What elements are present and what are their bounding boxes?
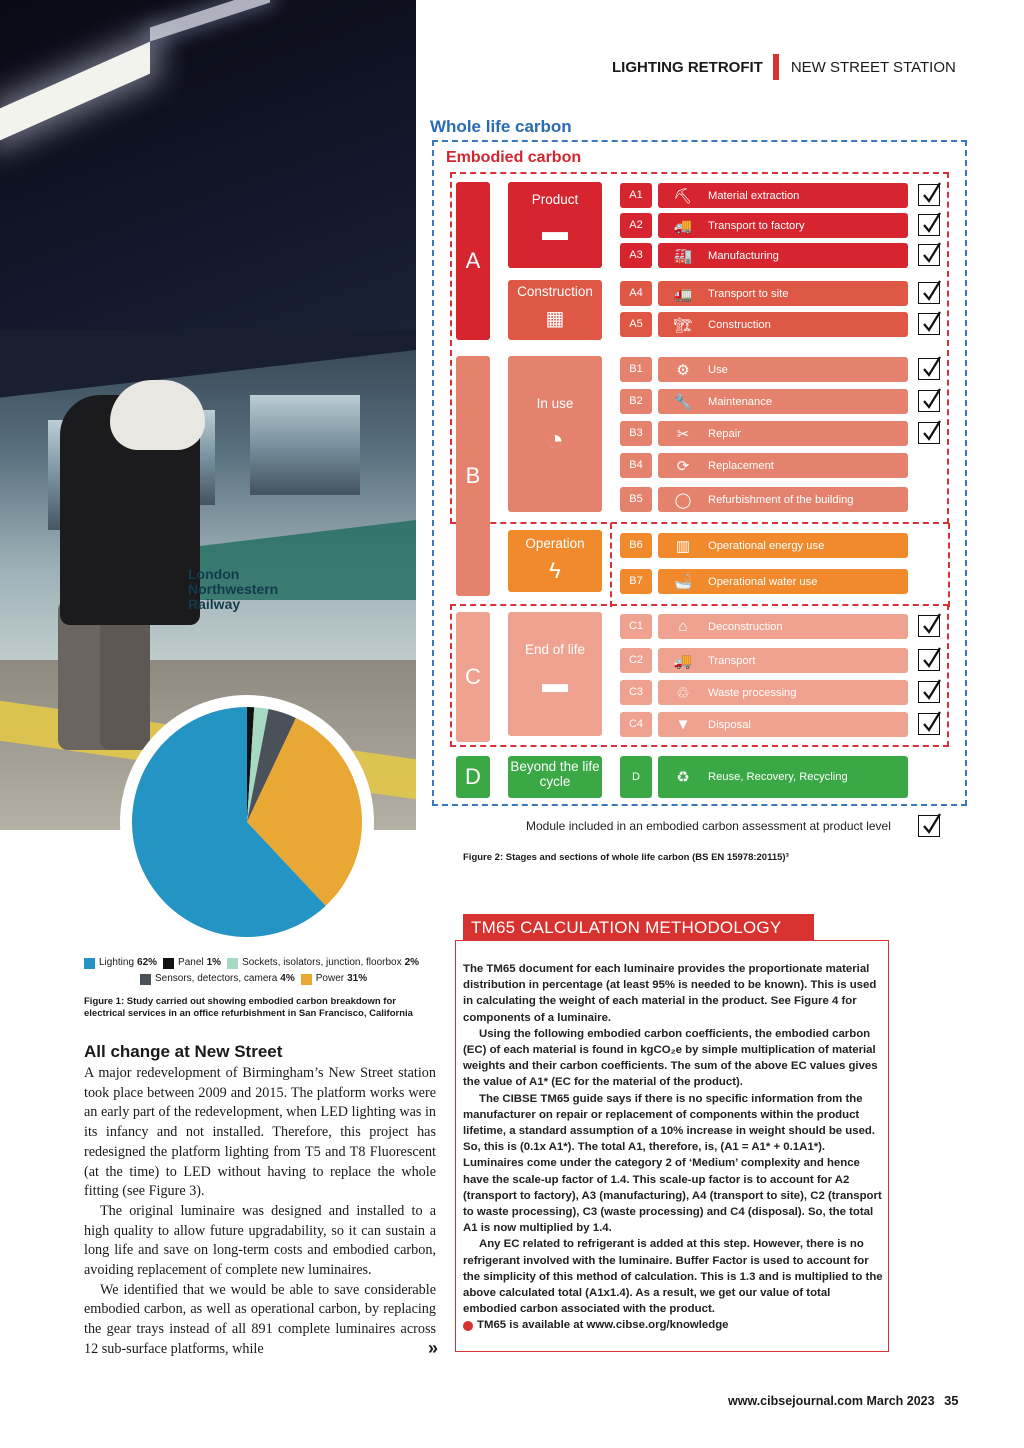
module-code: B1 xyxy=(620,357,652,382)
a3-stage-icon: 🏭 xyxy=(673,247,693,265)
included-check-icon xyxy=(918,681,940,703)
pie-chart-svg xyxy=(132,707,362,937)
legend-swatch xyxy=(84,958,95,969)
legend-percent: 31% xyxy=(347,973,368,984)
module-bar xyxy=(658,756,908,798)
b7-stage-icon: 🛁 xyxy=(673,573,693,591)
checkbox-legend-icon xyxy=(918,815,940,837)
legend-percent: 4% xyxy=(280,973,295,984)
c2-stage-icon: 🚚 xyxy=(673,652,693,670)
legend-label: Sockets, isolators, junction, floorbox xyxy=(242,957,402,968)
passenger-hood xyxy=(110,380,205,450)
module-bar xyxy=(658,183,908,208)
b2-stage-icon: 🔧 xyxy=(673,393,693,411)
c1-stage-icon: ⌂ xyxy=(678,618,688,635)
module-b6 xyxy=(620,533,908,558)
module-code: C2 xyxy=(620,648,652,673)
module-code: B7 xyxy=(620,569,652,594)
energy-icon: ϟ xyxy=(549,558,561,583)
legend-percent: 2% xyxy=(404,957,420,968)
module-c3 xyxy=(620,680,908,705)
module-bar xyxy=(658,312,908,337)
legend-item xyxy=(84,955,157,971)
legend-label: Sensors, detectors, camera xyxy=(155,973,278,984)
included-check-icon xyxy=(918,422,940,444)
module-bar xyxy=(658,243,908,268)
module-code: A1 xyxy=(620,183,652,208)
b4-stage-icon: ⟳ xyxy=(676,457,690,475)
included-check-icon xyxy=(918,649,940,671)
included-check-icon xyxy=(918,184,940,206)
bullet-icon xyxy=(463,1321,473,1331)
tm65-paragraph: Any EC related to refrigerant is added at this step. However, there is no refrigerant involved with the luminaire. Buffer Factor is used to account for the simplicity of this method of calculation. This is 1.3 and is multiplied to the above calculated total (A1x1.4). As a result, we get our value of total embodied carbon associated with the product. xyxy=(463,1238,883,1316)
module-code: A2 xyxy=(620,213,652,238)
figure-2-caption: Figure 2: Stages and sections of whole life carbon (BS EN 15978:20115)³ xyxy=(463,852,789,863)
group-in-use xyxy=(508,356,602,512)
module-b3 xyxy=(620,421,908,446)
station-ceiling xyxy=(0,0,416,330)
tm65-paragraph: Using the following embodied carbon coefficients, the embodied carbon (EC) of each material is found in kgCO₂e by simple multiplication of material weights and their carbon coefficients. The sum of the above EC values gives the value of A1* (EC for the material of the product). xyxy=(463,1027,878,1089)
legend-item xyxy=(227,955,419,971)
module-label: Deconstruction xyxy=(708,620,783,633)
module-code: D xyxy=(620,756,652,798)
module-legend-text: Module included in an embodied carbon assessment at product level xyxy=(526,819,891,833)
module-label: Disposal xyxy=(708,718,751,731)
legend-row xyxy=(84,971,434,987)
a5-stage-icon: 🏗 xyxy=(673,316,693,334)
module-b2 xyxy=(620,389,908,414)
module-code: A3 xyxy=(620,243,652,268)
module-code: B3 xyxy=(620,421,652,446)
module-bar xyxy=(658,680,908,705)
group-operation xyxy=(508,530,602,592)
embodied-carbon-title: Embodied carbon xyxy=(446,149,582,166)
page-number: 35 xyxy=(944,1393,959,1408)
module-bar xyxy=(658,533,908,558)
a2-stage-icon: 🚚 xyxy=(673,217,693,235)
module-label: Use xyxy=(708,363,728,376)
c4-stage-icon: ▼ xyxy=(675,716,691,733)
tm65-heading: TM65 CALCULATION METHODOLOGY xyxy=(463,914,814,941)
b3-stage-icon: ✂ xyxy=(676,425,690,443)
module-b1 xyxy=(620,357,908,382)
module-a1 xyxy=(620,183,908,208)
module-a2 xyxy=(620,213,908,238)
module-bar xyxy=(658,357,908,382)
legend-swatch xyxy=(227,958,238,969)
stage-a: A xyxy=(456,182,490,340)
module-code: B6 xyxy=(620,533,652,558)
group-construction xyxy=(508,280,602,340)
tm65-text xyxy=(463,961,883,1334)
demolition-icon: ▬ xyxy=(542,668,568,698)
module-bar xyxy=(658,281,908,306)
module-label: Repair xyxy=(708,427,741,440)
module-bar xyxy=(658,569,908,594)
tm65-link-text[interactable]: TM65 is available at www.cibse.org/knowledge xyxy=(477,1319,729,1332)
group-end-of-life xyxy=(508,612,602,736)
stopwatch-icon: ◔ xyxy=(545,424,565,457)
c3-stage-icon: ♲ xyxy=(676,684,690,702)
stage-c: C xyxy=(456,612,490,742)
a1-stage-icon: ⛏ xyxy=(673,187,693,205)
module-bar xyxy=(658,389,908,414)
legend-label: Panel xyxy=(178,957,204,968)
legend-row xyxy=(84,955,434,971)
b1-stage-icon: ⚙ xyxy=(676,361,690,379)
module-bar xyxy=(658,421,908,446)
product-icon: ▬ xyxy=(542,216,568,246)
legend-percent: 1% xyxy=(206,957,222,968)
group-label: Construction xyxy=(517,284,593,299)
group-label: Operation xyxy=(525,536,585,551)
stage-d: D xyxy=(456,756,490,798)
section-label: LIGHTING RETROFIT xyxy=(612,58,763,76)
d-stage-icon: ♻ xyxy=(676,769,690,786)
module-b5 xyxy=(620,487,908,512)
module-code: B2 xyxy=(620,389,652,414)
pie-chart xyxy=(120,695,374,949)
module-code: C1 xyxy=(620,614,652,639)
module-a3 xyxy=(620,243,908,268)
legend-item xyxy=(140,971,295,987)
included-check-icon xyxy=(918,615,940,637)
article-heading: All change at New Street xyxy=(84,1042,283,1061)
legend-swatch xyxy=(301,974,312,985)
module-bar xyxy=(658,648,908,673)
legend-swatch xyxy=(140,974,151,985)
a4-stage-icon: 🚛 xyxy=(673,285,693,303)
whole-life-carbon-title: Whole life carbon xyxy=(430,117,572,136)
bricks-icon: ▦ xyxy=(545,308,565,330)
included-check-icon xyxy=(918,313,940,335)
article-paragraph: We identified that we would be able to save considerable embodied carbon, as well as operational carbon, by replacing the gear trays instead of all 891 complete luminaires across 12 sub-surface platforms, while xyxy=(84,1281,436,1357)
included-check-icon xyxy=(918,713,940,735)
module-code: C3 xyxy=(620,680,652,705)
page-header xyxy=(612,56,956,78)
train-window xyxy=(250,395,360,495)
module-c1 xyxy=(620,614,908,639)
tm65-link[interactable] xyxy=(463,1317,883,1333)
module-label: Material extraction xyxy=(708,189,800,202)
subsection-label: NEW STREET STATION xyxy=(790,58,956,76)
train-operator-logo: London Northwestern Railway xyxy=(188,566,279,612)
module-b7 xyxy=(620,569,908,594)
legend-swatch xyxy=(163,958,174,969)
module-bar xyxy=(658,453,908,478)
tm65-paragraph: The CIBSE TM65 guide says if there is no specific information from the manufacturer on repair or replacement of components within the product lifetime, a standard assumption of a 10% increase in weight should be used. So, this is (0.1x A1*). The total A1, therefore, is, (A1 = A1* + 0.1A1*). Luminaires come under the category 2 of ‘Medium’ complexity and hence have the scale-up factor of 1.4. This scale-up factor is to account for A2 (transport to factory), A3 (manufacturing), A4 (transport to site), C2 (transport to waste processing), C3 (waste processing) and C4 (disposal). So, the total A1 is now multiplied by 1.4. xyxy=(463,1092,882,1235)
page-footer xyxy=(728,1393,959,1408)
included-check-icon xyxy=(918,214,940,236)
group-beyond xyxy=(508,756,602,798)
group-label: In use xyxy=(536,396,574,411)
module-bar xyxy=(658,487,908,512)
included-check-icon xyxy=(918,358,940,380)
module-label: Maintenance xyxy=(708,395,773,408)
module-c4 xyxy=(620,712,908,737)
module-c2 xyxy=(620,648,908,673)
header-divider xyxy=(773,54,779,80)
article-paragraph: A major redevelopment of Birmingham’s New Street station took place between 2009 and 2015. The platform works were an early part of the redevelopment, when LED lighting was in its infancy and not installed. Therefore, this project has redesigned the platform lighting from T5 and T8 Fluorescent (at the time) to LED without having to replace the whole fitting (see Figure 3). xyxy=(84,1065,436,1200)
module-label: Transport to site xyxy=(708,287,789,300)
module-label: Transport to factory xyxy=(708,219,805,232)
module-label: Operational water use xyxy=(708,575,818,588)
continue-arrow-icon: » xyxy=(428,1338,439,1358)
group-label: End of life xyxy=(524,642,586,657)
footer-website[interactable]: www.cibsejournal.com xyxy=(728,1394,863,1408)
b6-stage-icon: ▥ xyxy=(675,537,691,555)
legend-item xyxy=(163,955,221,971)
stage-b: B xyxy=(456,356,490,596)
module-a5 xyxy=(620,312,908,337)
module-label: Construction xyxy=(708,318,771,331)
module-code: A5 xyxy=(620,312,652,337)
footer-issue: March 2023 xyxy=(866,1394,935,1408)
module-bar xyxy=(658,614,908,639)
module-d xyxy=(620,756,908,798)
pie-legend xyxy=(84,955,434,987)
b5-stage-icon: ◯ xyxy=(674,491,692,509)
included-check-icon xyxy=(918,390,940,412)
legend-label: Lighting xyxy=(99,957,135,968)
tm65-paragraph: The TM65 document for each luminaire provides the proportionate material distribution in percentage (at least 95% is needed to be known). This is used in calculating the weight of each material in the product. See Figure 4 for components of a luminaire. xyxy=(463,963,877,1024)
module-code: A4 xyxy=(620,281,652,306)
legend-label: Power xyxy=(315,973,345,984)
module-label: Replacement xyxy=(708,459,774,472)
module-b4 xyxy=(620,453,908,478)
module-label: Reuse, Recovery, Recycling xyxy=(708,771,848,783)
module-code: B4 xyxy=(620,453,652,478)
module-bar xyxy=(658,213,908,238)
module-label: Manufacturing xyxy=(708,249,779,262)
module-label: Transport xyxy=(708,654,756,667)
module-label: Waste processing xyxy=(708,686,797,699)
module-label: Operational energy use xyxy=(708,539,825,552)
legend-percent: 62% xyxy=(137,957,158,968)
module-code: C4 xyxy=(620,712,652,737)
figure-1-caption: Figure 1: Study carried out showing embodied carbon breakdown for electrical services in an office refurbishment in San Francisco, California xyxy=(84,996,413,1019)
module-code: B5 xyxy=(620,487,652,512)
group-label: Product xyxy=(531,192,579,207)
group-product xyxy=(508,182,602,268)
included-check-icon xyxy=(918,282,940,304)
article-body xyxy=(84,1064,439,1360)
legend-item xyxy=(301,971,367,987)
module-label: Refurbishment of the building xyxy=(708,493,854,506)
module-a4 xyxy=(620,281,908,306)
module-bar xyxy=(658,712,908,737)
article-paragraph: The original luminaire was designed and installed to a high quality to allow future upgradability, so it can sustain a long life and save on long-term costs and embodied carbon, avoiding replacement of complete new luminaires. xyxy=(84,1202,436,1279)
group-label: Beyond the life cycle xyxy=(510,759,600,789)
included-check-icon xyxy=(918,244,940,266)
